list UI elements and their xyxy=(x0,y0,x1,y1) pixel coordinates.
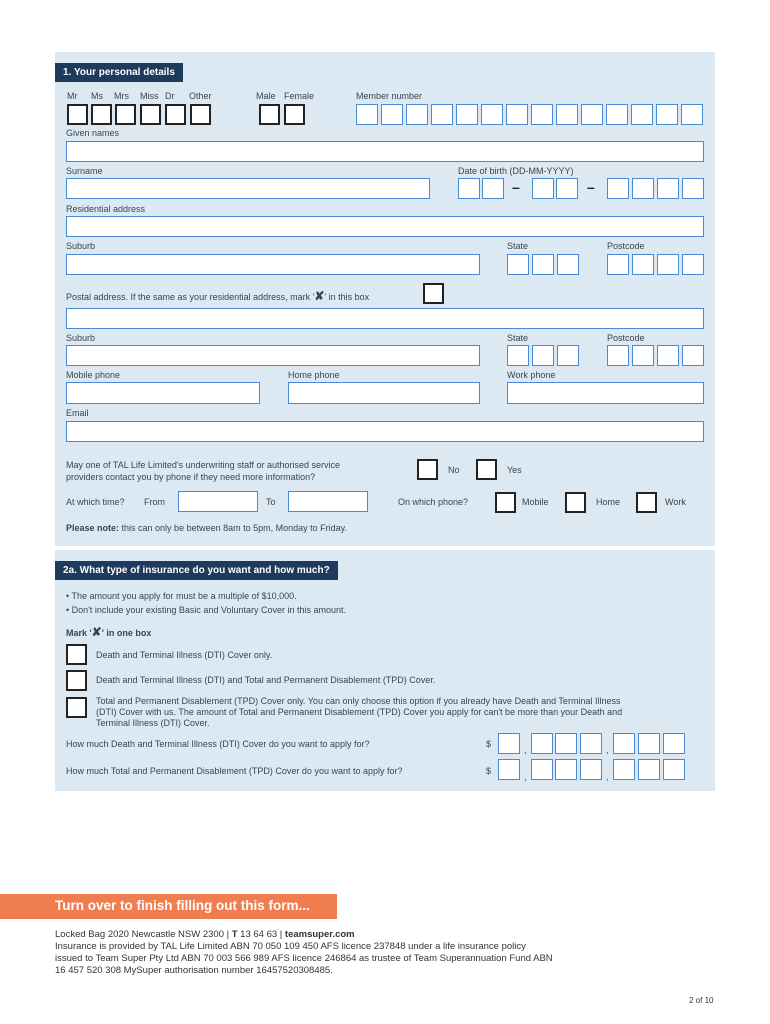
title-checkbox-other[interactable] xyxy=(190,104,211,125)
tpd-amount-question: How much Total and Permanent Disablement (TPD) Cover do you want to apply for? xyxy=(66,766,403,776)
mobile-phone-field[interactable] xyxy=(66,382,260,404)
given-names-field[interactable] xyxy=(66,141,704,162)
section-2a-header: 2a. What type of insurance do you want and how much? xyxy=(55,561,338,580)
gender-label-female: Female xyxy=(284,91,315,101)
title-checkbox-dr[interactable] xyxy=(165,104,186,125)
member-number-label: Member number xyxy=(356,91,423,101)
home-phone-field[interactable] xyxy=(288,382,480,404)
dti-tpd-checkbox[interactable] xyxy=(66,670,87,691)
dti-amount-digit[interactable] xyxy=(613,733,635,754)
email-field[interactable] xyxy=(66,421,704,442)
contact-question-line1: May one of TAL Life Limited's underwriting staff or authorised service xyxy=(66,460,341,470)
contact-no-checkbox[interactable] xyxy=(417,459,438,480)
postal-address-instruction xyxy=(66,289,369,303)
phone-mobile-label: Mobile xyxy=(522,497,549,507)
tpd-amount-digit[interactable] xyxy=(498,759,520,780)
postal-postcode-digit[interactable] xyxy=(632,345,654,366)
dti-amount-comma: , xyxy=(606,745,609,755)
state-label: State xyxy=(507,241,529,251)
dob-day-digit[interactable] xyxy=(482,178,504,199)
cross-mark-icon: ✘ xyxy=(314,289,325,303)
turn-over-banner xyxy=(0,894,337,919)
insurance-type-panel xyxy=(55,550,715,791)
member-number-digit[interactable] xyxy=(656,104,678,125)
dti-only-checkbox[interactable] xyxy=(66,644,87,665)
dob-year-digit[interactable] xyxy=(632,178,654,199)
residential-address-label: Residential address xyxy=(66,204,146,214)
postcode-digit[interactable] xyxy=(657,254,679,275)
postal-state-cell[interactable] xyxy=(557,345,579,366)
postal-address-text: Locked Bag 2020 Newcastle NSW 2300 | xyxy=(55,929,232,940)
gender-checkbox-male[interactable] xyxy=(259,104,280,125)
member-number-digit[interactable] xyxy=(456,104,478,125)
postal-state-cell[interactable] xyxy=(507,345,529,366)
postal-postcode-digit[interactable] xyxy=(657,345,679,366)
state-cell[interactable] xyxy=(507,254,529,275)
postal-postcode-label: Postcode xyxy=(607,333,645,343)
to-label: To xyxy=(266,497,276,507)
phone-prefix: T xyxy=(231,929,238,940)
postal-instruction-prefix: Postal address. If the same as your residential address, mark ' xyxy=(66,292,315,302)
note-text: this can only be between 8am to 5pm, Monday to Friday. xyxy=(119,523,347,533)
postcode-digit[interactable] xyxy=(682,254,704,275)
phone-number: 13 64 63 | xyxy=(237,929,285,940)
dob-year-digit[interactable] xyxy=(657,178,679,199)
dti-amount-digit[interactable] xyxy=(531,733,553,754)
phone-work-checkbox[interactable] xyxy=(636,492,657,513)
member-number-digit[interactable] xyxy=(406,104,428,125)
postal-instruction-suffix: ' in this box xyxy=(324,292,370,302)
member-number-digit[interactable] xyxy=(356,104,378,125)
work-phone-field[interactable] xyxy=(507,382,704,404)
dti-only-label: Death and Terminal Illness (DTI) Cover only. xyxy=(96,650,273,660)
dob-year-digit[interactable] xyxy=(607,178,629,199)
surname-label: Surname xyxy=(66,166,103,176)
home-phone-label: Home phone xyxy=(288,370,340,380)
dti-amount-comma: , xyxy=(524,745,527,755)
contact-line xyxy=(55,929,355,940)
website-link[interactable]: teamsuper.com xyxy=(284,929,355,940)
contact-yes-label: Yes xyxy=(507,465,522,475)
postal-suburb-label: Suburb xyxy=(66,333,96,343)
postcode-digit[interactable] xyxy=(607,254,629,275)
postal-suburb-field[interactable] xyxy=(66,345,480,366)
tpd-dollar-sign: $ xyxy=(486,766,492,776)
tpd-only-label-line2: (DTI) Cover with us. The amount of Total and Permanent Disablement (TPD) Cover you apply for can't be more than your Death and xyxy=(96,707,623,717)
member-number-digit[interactable] xyxy=(606,104,628,125)
mark-suffix: ' in one box xyxy=(101,628,152,638)
member-number-digit[interactable] xyxy=(506,104,528,125)
given-names-label: Given names xyxy=(66,128,120,138)
tpd-amount-digit[interactable] xyxy=(638,759,660,780)
member-number-digit[interactable] xyxy=(556,104,578,125)
postal-postcode-digit[interactable] xyxy=(607,345,629,366)
dob-separator: – xyxy=(587,179,595,195)
page-number: 2 of 10 xyxy=(689,996,714,1005)
title-label-dr: Dr xyxy=(165,91,175,101)
member-number-digit[interactable] xyxy=(381,104,403,125)
phone-home-checkbox[interactable] xyxy=(565,492,586,513)
title-checkbox-miss[interactable] xyxy=(140,104,161,125)
member-number-digit[interactable] xyxy=(431,104,453,125)
member-number-digit[interactable] xyxy=(681,104,703,125)
insurer-disclosure-line1: Insurance is provided by TAL Life Limited ABN 70 050 109 450 AFS licence 237848 under a life insurance policy xyxy=(55,941,526,952)
turn-over-text: Turn over to finish filling out this form... xyxy=(55,898,310,913)
dti-amount-question: How much Death and Terminal Illness (DTI) Cover do you want to apply for? xyxy=(66,739,370,749)
member-number-digit[interactable] xyxy=(581,104,603,125)
title-label-ms: Ms xyxy=(91,91,103,101)
dti-amount-digit[interactable] xyxy=(555,733,577,754)
title-checkbox-mr[interactable] xyxy=(67,104,88,125)
member-number-digit[interactable] xyxy=(531,104,553,125)
gender-checkbox-female[interactable] xyxy=(284,104,305,125)
title-label-mrs: Mrs xyxy=(114,91,129,101)
tpd-amount-digit[interactable] xyxy=(531,759,553,780)
postal-state-cell[interactable] xyxy=(532,345,554,366)
tpd-amount-digit[interactable] xyxy=(580,759,602,780)
dob-day-digit[interactable] xyxy=(458,178,480,199)
dob-label: Date of birth (DD-MM-YYYY) xyxy=(458,166,574,176)
time-to-field[interactable] xyxy=(288,491,368,512)
title-label-miss: Miss xyxy=(140,91,159,101)
postcode-digit[interactable] xyxy=(632,254,654,275)
dti-dollar-sign: $ xyxy=(486,739,492,749)
email-label: Email xyxy=(66,408,89,418)
tpd-amount-digit[interactable] xyxy=(663,759,685,780)
section-1-header: 1. Your personal details xyxy=(55,63,183,82)
residential-address-field[interactable] xyxy=(66,216,704,237)
title-label-mr: Mr xyxy=(67,91,78,101)
insurer-disclosure-line3: 16 457 520 308 MySuper authorisation number 16457520308485. xyxy=(55,965,333,976)
dob-month-digit[interactable] xyxy=(556,178,578,199)
from-label: From xyxy=(144,497,165,507)
tpd-only-label-line3: Terminal Illness (DTI) Cover. xyxy=(96,718,210,728)
dti-amount-digit[interactable] xyxy=(663,733,685,754)
phone-mobile-checkbox[interactable] xyxy=(495,492,516,513)
mobile-phone-label: Mobile phone xyxy=(66,370,121,380)
multiple-rule-bullet: • The amount you apply for must be a multiple of $10,000. xyxy=(66,591,297,601)
tpd-amount-digit[interactable] xyxy=(555,759,577,780)
state-cell[interactable] xyxy=(557,254,579,275)
tpd-amount-digit[interactable] xyxy=(613,759,635,780)
title-label-other: Other xyxy=(189,91,212,101)
mark-one-box-instruction xyxy=(66,625,151,639)
dob-separator: – xyxy=(512,179,520,195)
postal-postcode-digit[interactable] xyxy=(682,345,704,366)
phone-home-label: Home xyxy=(596,497,621,507)
suburb-field[interactable] xyxy=(66,254,480,275)
title-checkbox-ms[interactable] xyxy=(91,104,112,125)
postal-state-label: State xyxy=(507,333,529,343)
dob-month-digit[interactable] xyxy=(532,178,554,199)
dti-amount-digit[interactable] xyxy=(498,733,520,754)
dti-tpd-label: Death and Terminal Illness (DTI) and Total and Permanent Disablement (TPD) Cover. xyxy=(96,675,436,685)
member-number-digit[interactable] xyxy=(631,104,653,125)
member-number-digit[interactable] xyxy=(481,104,503,125)
which-phone-label: On which phone? xyxy=(398,497,469,507)
contact-yes-checkbox[interactable] xyxy=(476,459,497,480)
tpd-amount-comma: , xyxy=(524,772,527,782)
time-note xyxy=(66,523,347,533)
time-from-field[interactable] xyxy=(178,491,258,512)
dob-year-digit[interactable] xyxy=(682,178,704,199)
work-phone-label: Work phone xyxy=(507,370,556,380)
note-bold: Please note: xyxy=(66,523,120,533)
dti-amount-digit[interactable] xyxy=(580,733,602,754)
contact-question-line2: providers contact you by phone if they need more information? xyxy=(66,472,316,482)
mark-prefix: Mark ' xyxy=(66,628,92,638)
contact-no-label: No xyxy=(448,465,460,475)
postal-same-checkbox[interactable] xyxy=(423,283,444,304)
title-checkbox-mrs[interactable] xyxy=(115,104,136,125)
phone-work-label: Work xyxy=(665,497,686,507)
postal-address-field[interactable] xyxy=(66,308,704,329)
insurer-disclosure-line2: issued to Team Super Pty Ltd ABN 70 003 566 989 AFS licence 246864 as trustee of Team Superannuation Fund ABN xyxy=(55,953,553,964)
postcode-label: Postcode xyxy=(607,241,645,251)
existing-cover-bullet: • Don't include your existing Basic and Voluntary Cover in this amount. xyxy=(66,605,347,615)
which-time-label: At which time? xyxy=(66,497,125,507)
tpd-only-label-line1: Total and Permanent Disablement (TPD) Cover only. You can only choose this option if you already have Death and Terminal Illness xyxy=(96,696,621,706)
surname-field[interactable] xyxy=(66,178,430,199)
suburb-label: Suburb xyxy=(66,241,96,251)
gender-label-male: Male xyxy=(256,91,276,101)
cross-mark-icon: ✘ xyxy=(91,625,102,639)
dti-amount-digit[interactable] xyxy=(638,733,660,754)
state-cell[interactable] xyxy=(532,254,554,275)
tpd-amount-comma: , xyxy=(606,772,609,782)
tpd-only-checkbox[interactable] xyxy=(66,697,87,718)
